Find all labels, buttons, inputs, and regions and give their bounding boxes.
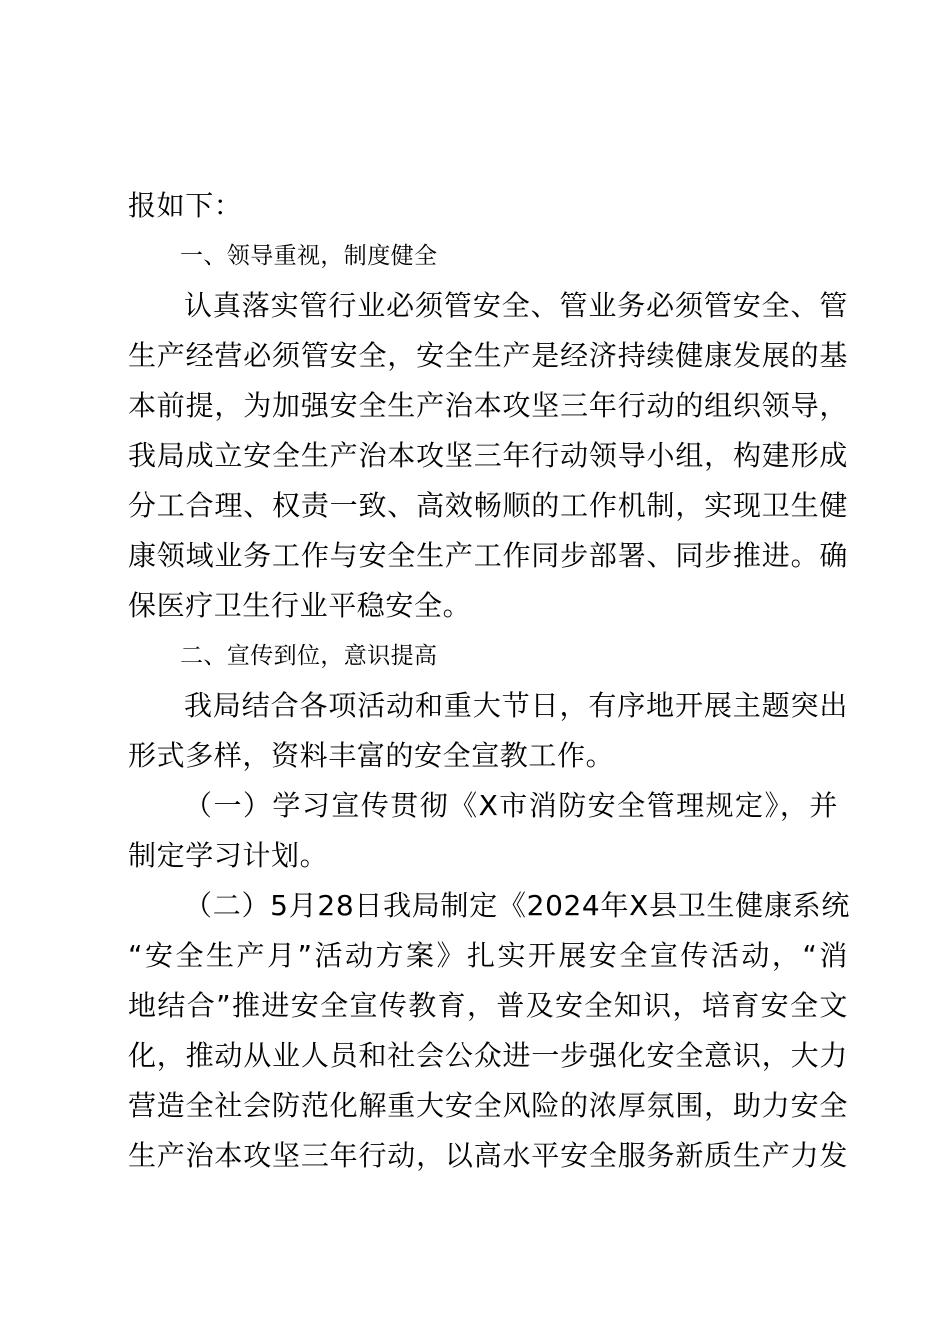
paragraph-line: 我局结合各项活动和重大节日，有序地开展主题突出	[184, 689, 848, 722]
paragraph-line: 本前提，为加强安全生产治本攻坚三年行动的组织领导，	[128, 389, 848, 422]
paragraph-line: 保医疗卫生行业平稳安全。	[128, 589, 472, 622]
section-heading-2: 二、宣传到位，意识提高	[180, 643, 438, 669]
paragraph-line: 我局成立安全生产治本攻坚三年行动领导小组，构建形成	[128, 439, 848, 472]
list-item-line: 生产治本攻坚三年行动，以高水平安全服务新质生产力发	[128, 1139, 848, 1172]
paragraph-line: 形式多样，资料丰富的安全宣教工作。	[128, 739, 615, 772]
paragraph-line: 康领域业务工作与安全生产工作同步部署、同步推进。确	[128, 539, 848, 572]
list-item-line: 化，推动从业人员和社会公众进一步强化安全意识，大力	[128, 1039, 848, 1072]
section-heading-1: 一、领导重视，制度健全	[180, 243, 438, 269]
paragraph-line: 认真落实管行业必须管安全、管业务必须管安全、管	[184, 289, 848, 322]
list-item-line: “安全生产月”活动方案》扎实开展安全宣传活动，“消	[128, 939, 848, 972]
list-item-line: （二）5月28日我局制定《2024年X县卫生健康系统	[184, 889, 850, 922]
list-item-line: （一）学习宣传贯彻《X市消防安全管理规定》，并	[184, 789, 838, 822]
paragraph-line: 生产经营必须管安全，安全生产是经济持续健康发展的基	[128, 339, 848, 372]
list-item-line: 营造全社会防范化解重大安全风险的浓厚氛围，助力安全	[128, 1089, 848, 1122]
text-line-intro: 报如下：	[128, 189, 243, 222]
list-item-line: 地结合”推进安全宣传教育，普及安全知识，培育安全文	[128, 989, 848, 1022]
list-item-line: 制定学习计划。	[128, 839, 329, 872]
paragraph-line: 分工合理、权责一致、高效畅顺的工作机制，实现卫生健	[128, 489, 848, 522]
